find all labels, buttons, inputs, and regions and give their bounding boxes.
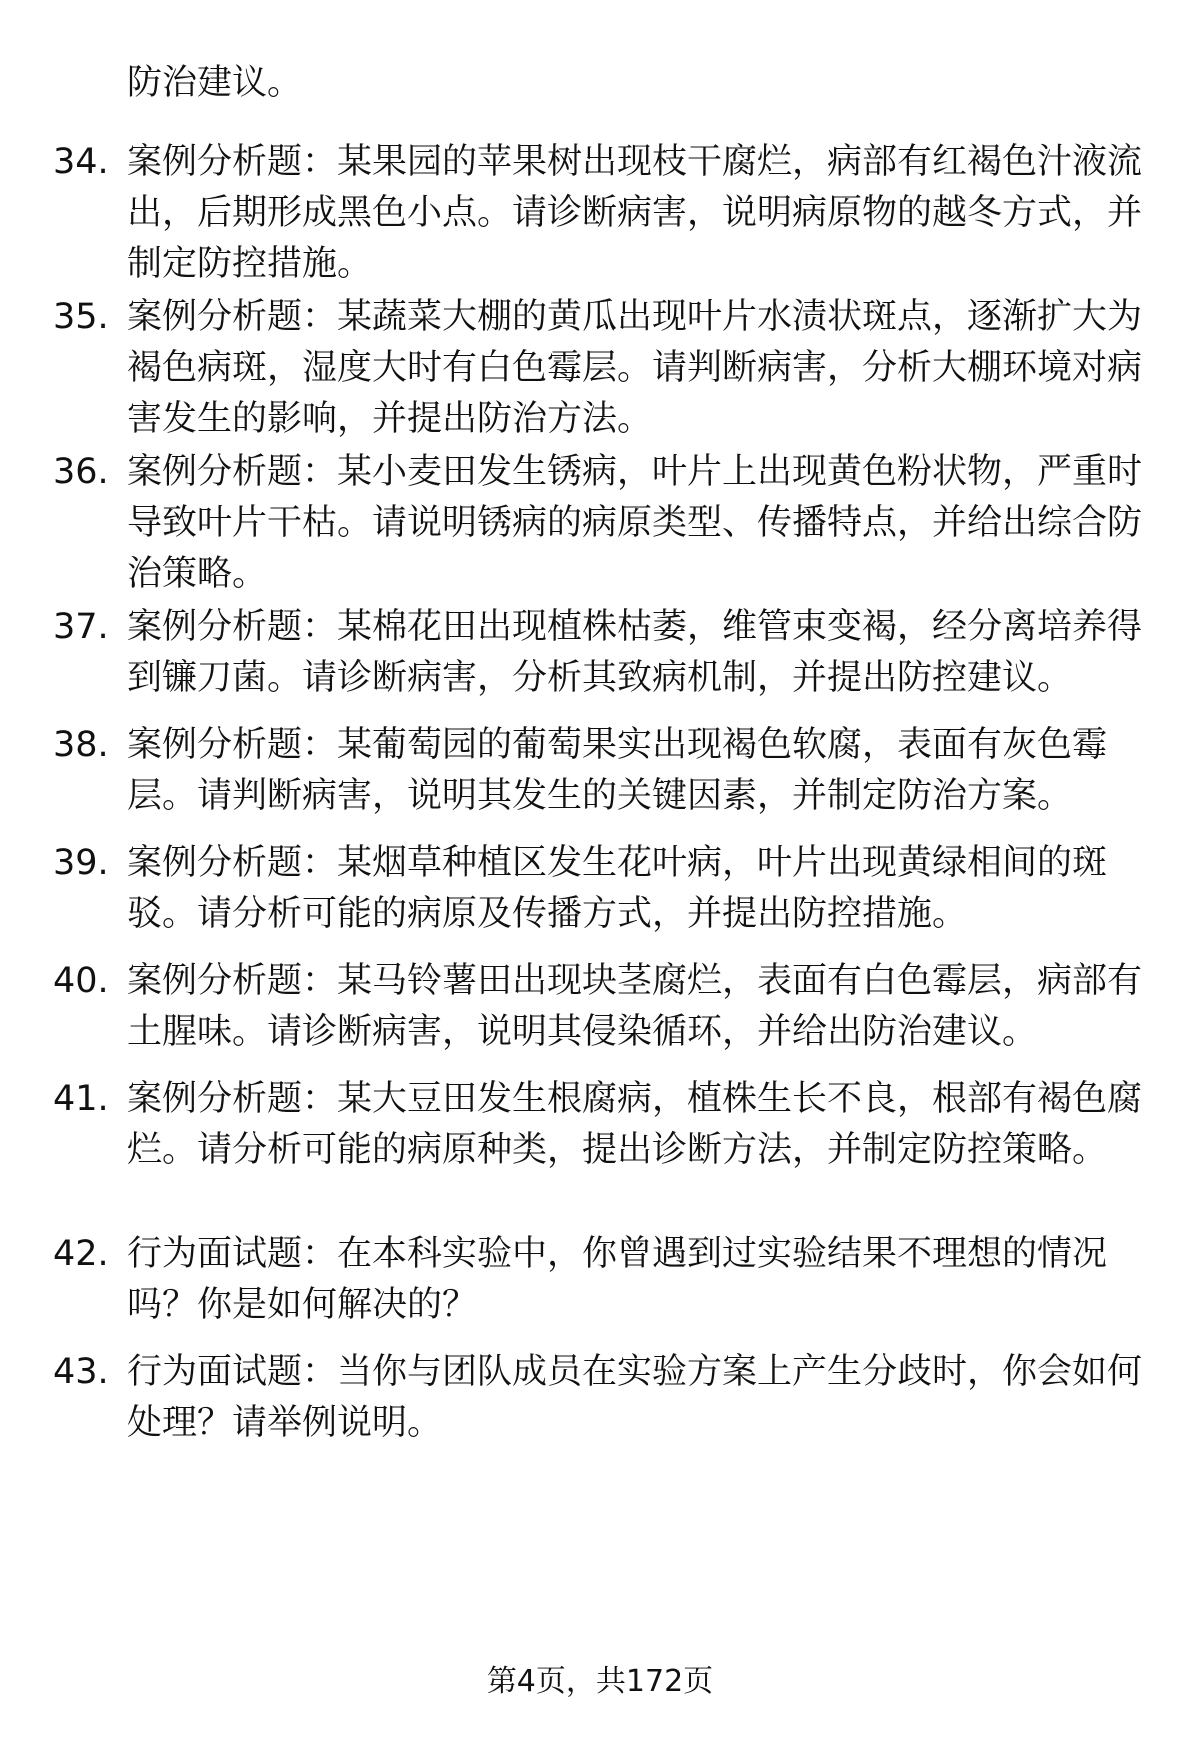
item-number: 34. <box>53 142 109 182</box>
item-text: 案例分析题：某小麦田发生锈病，叶片上出现黄色粉状物，严重时导致叶片干枯。请说明锈病的病原类型、传播特点，并给出综合防治策略。 <box>127 452 1143 594</box>
page-footer: 第4页，共172页 <box>486 1664 714 1699</box>
item-number: 35. <box>53 297 109 337</box>
item-text: 案例分析题：某烟草种植区发生花叶病，叶片出现黄绿相间的斑驳。请分析可能的病原及传播方式，并提出防控措施。 <box>127 843 1108 934</box>
item-number: 40. <box>53 961 109 1001</box>
item-number: 38. <box>53 725 109 765</box>
item-text: 行为面试题：在本科实验中，你曾遇到过实验结果不理想的情况吗？你是如何解决的？ <box>127 1234 1108 1325</box>
item-text: 案例分析题：某葡萄园的葡萄果实出现褐色软腐，表面有灰色霉层。请判断病害，说明其发生的关键因素，并制定防治方案。 <box>127 725 1108 816</box>
item-text: 案例分析题：某蔬菜大棚的黄瓜出现叶片水渍状斑点，逐渐扩大为褐色病斑，湿度大时有白色霉层。请判断病害，分析大棚环境对病害发生的影响，并提出防治方法。 <box>127 297 1143 439</box>
item-text: 行为面试题：当你与团队成员在实验方案上产生分歧时，你会如何处理？请举例说明。 <box>127 1352 1143 1443</box>
item-text: 案例分析题：某马铃薯田出现块茎腐烂，表面有白色霉层，病部有土腥味。请诊断病害，说明其侵染循环，并给出防治建议。 <box>127 961 1143 1052</box>
continuation-text: 防治建议。 <box>127 63 303 103</box>
item-number: 42. <box>53 1234 109 1274</box>
item-number: 41. <box>53 1079 109 1119</box>
item-number: 39. <box>53 843 109 883</box>
item-text: 案例分析题：某棉花田出现植株枯萎，维管束变褐，经分离培养得到镰刀菌。请诊断病害，分析其致病机制，并提出防控建议。 <box>127 607 1143 698</box>
item-number: 37. <box>53 607 109 647</box>
item-number: 43. <box>53 1352 109 1392</box>
item-number: 36. <box>53 452 109 492</box>
item-text: 案例分析题：某果园的苹果树出现枝干腐烂，病部有红褐色汁液流出，后期形成黑色小点。请诊断病害，说明病原物的越冬方式，并制定防控措施。 <box>127 142 1143 284</box>
item-text: 案例分析题：某大豆田发生根腐病，植株生长不良，根部有褐色腐烂。请分析可能的病原种类，提出诊断方法，并制定防控策略。 <box>127 1079 1143 1170</box>
